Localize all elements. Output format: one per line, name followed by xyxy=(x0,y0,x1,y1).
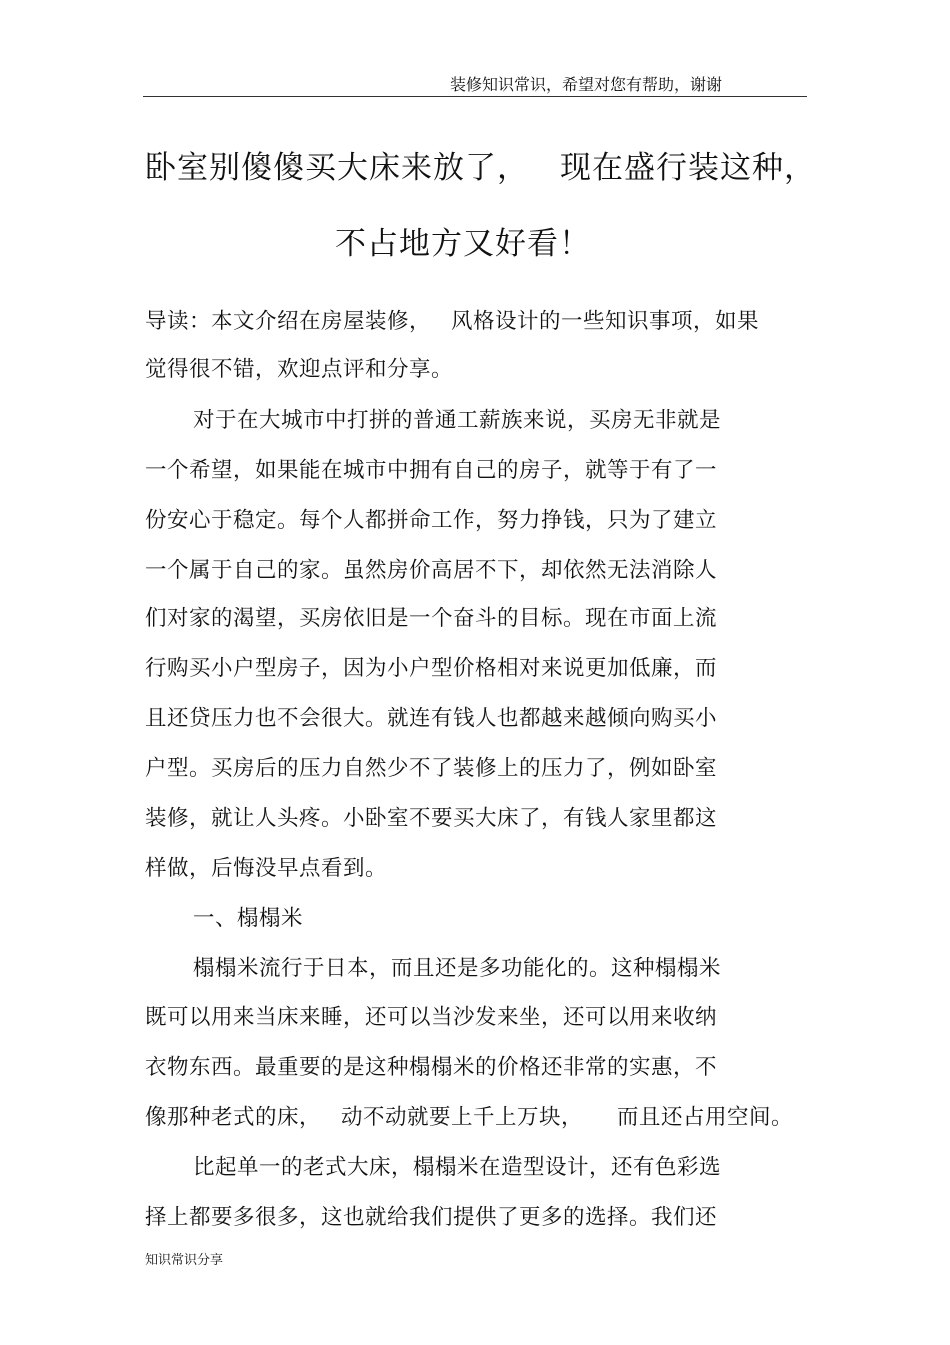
page-footer-text: 知识常识分享 xyxy=(145,1253,224,1268)
body-line: 一个属于自己的家。虽然房价高居不下，却依然无法消除人 xyxy=(145,558,718,583)
body-line: 且还贷压力也不会很大。就连有钱人也都越来越倾向购买小 xyxy=(145,706,718,731)
body-line: 样做，后悔没早点看到。 xyxy=(145,856,388,881)
body-line: 而且还占用空间。 xyxy=(617,1105,794,1130)
body-line: 榻榻米流行于日本，而且还是多功能化的。这种榻榻米 xyxy=(193,956,722,981)
body-line: 行购买小户型房子，因为小户型价格相对来说更加低廉，而 xyxy=(145,656,718,681)
header-rule xyxy=(143,96,807,97)
body-line: 觉得很不错，欢迎点评和分享。 xyxy=(145,357,454,382)
title-line-1a: 卧室别傻傻买大床来放了， xyxy=(145,150,529,186)
body-line: 一个希望，如果能在城市中拥有自己的房子，就等于有了一 xyxy=(145,458,718,483)
body-line: 份安心于稳定。每个人都拼命工作，努力挣钱，只为了建立 xyxy=(145,508,718,533)
body-line: 既可以用来当床来睡，还可以当沙发来坐，还可以用来收纳 xyxy=(145,1005,718,1030)
body-line: 户型。买房后的压力自然少不了装修上的压力了，例如卧室 xyxy=(145,756,718,781)
body-line: 们对家的渴望，买房依旧是一个奋斗的目标。现在市面上流 xyxy=(145,606,718,631)
body-line: 择上都要多很多，这也就给我们提供了更多的选择。我们还 xyxy=(145,1205,718,1230)
body-line: 衣物东西。最重要的是这种榻榻米的价格还非常的实惠，不 xyxy=(145,1055,718,1080)
body-line: 对于在大城市中打拼的普通工薪族来说，买房无非就是 xyxy=(193,408,722,433)
section-heading: 一、榻榻米 xyxy=(193,906,304,931)
body-line: 像那种老式的床， xyxy=(145,1105,322,1130)
body-line: 动不动就要上千上万块， xyxy=(341,1105,584,1130)
body-line: 比起单一的老式大床，榻榻米在造型设计，还有色彩选 xyxy=(193,1155,722,1180)
body-line: 风格设计的一些知识事项，如果 xyxy=(451,309,760,334)
title-line-1b: 现在盛行装这种， xyxy=(560,150,816,186)
page-header-text: 装修知识常识，希望对您有帮助，谢谢 xyxy=(450,75,723,94)
body-line: 导读：本文介绍在房屋装修， xyxy=(145,309,432,334)
title-line-2: 不占地方又好看！ xyxy=(335,226,591,262)
body-line: 装修，就让人头疼。小卧室不要买大床了，有钱人家里都这 xyxy=(145,806,718,831)
